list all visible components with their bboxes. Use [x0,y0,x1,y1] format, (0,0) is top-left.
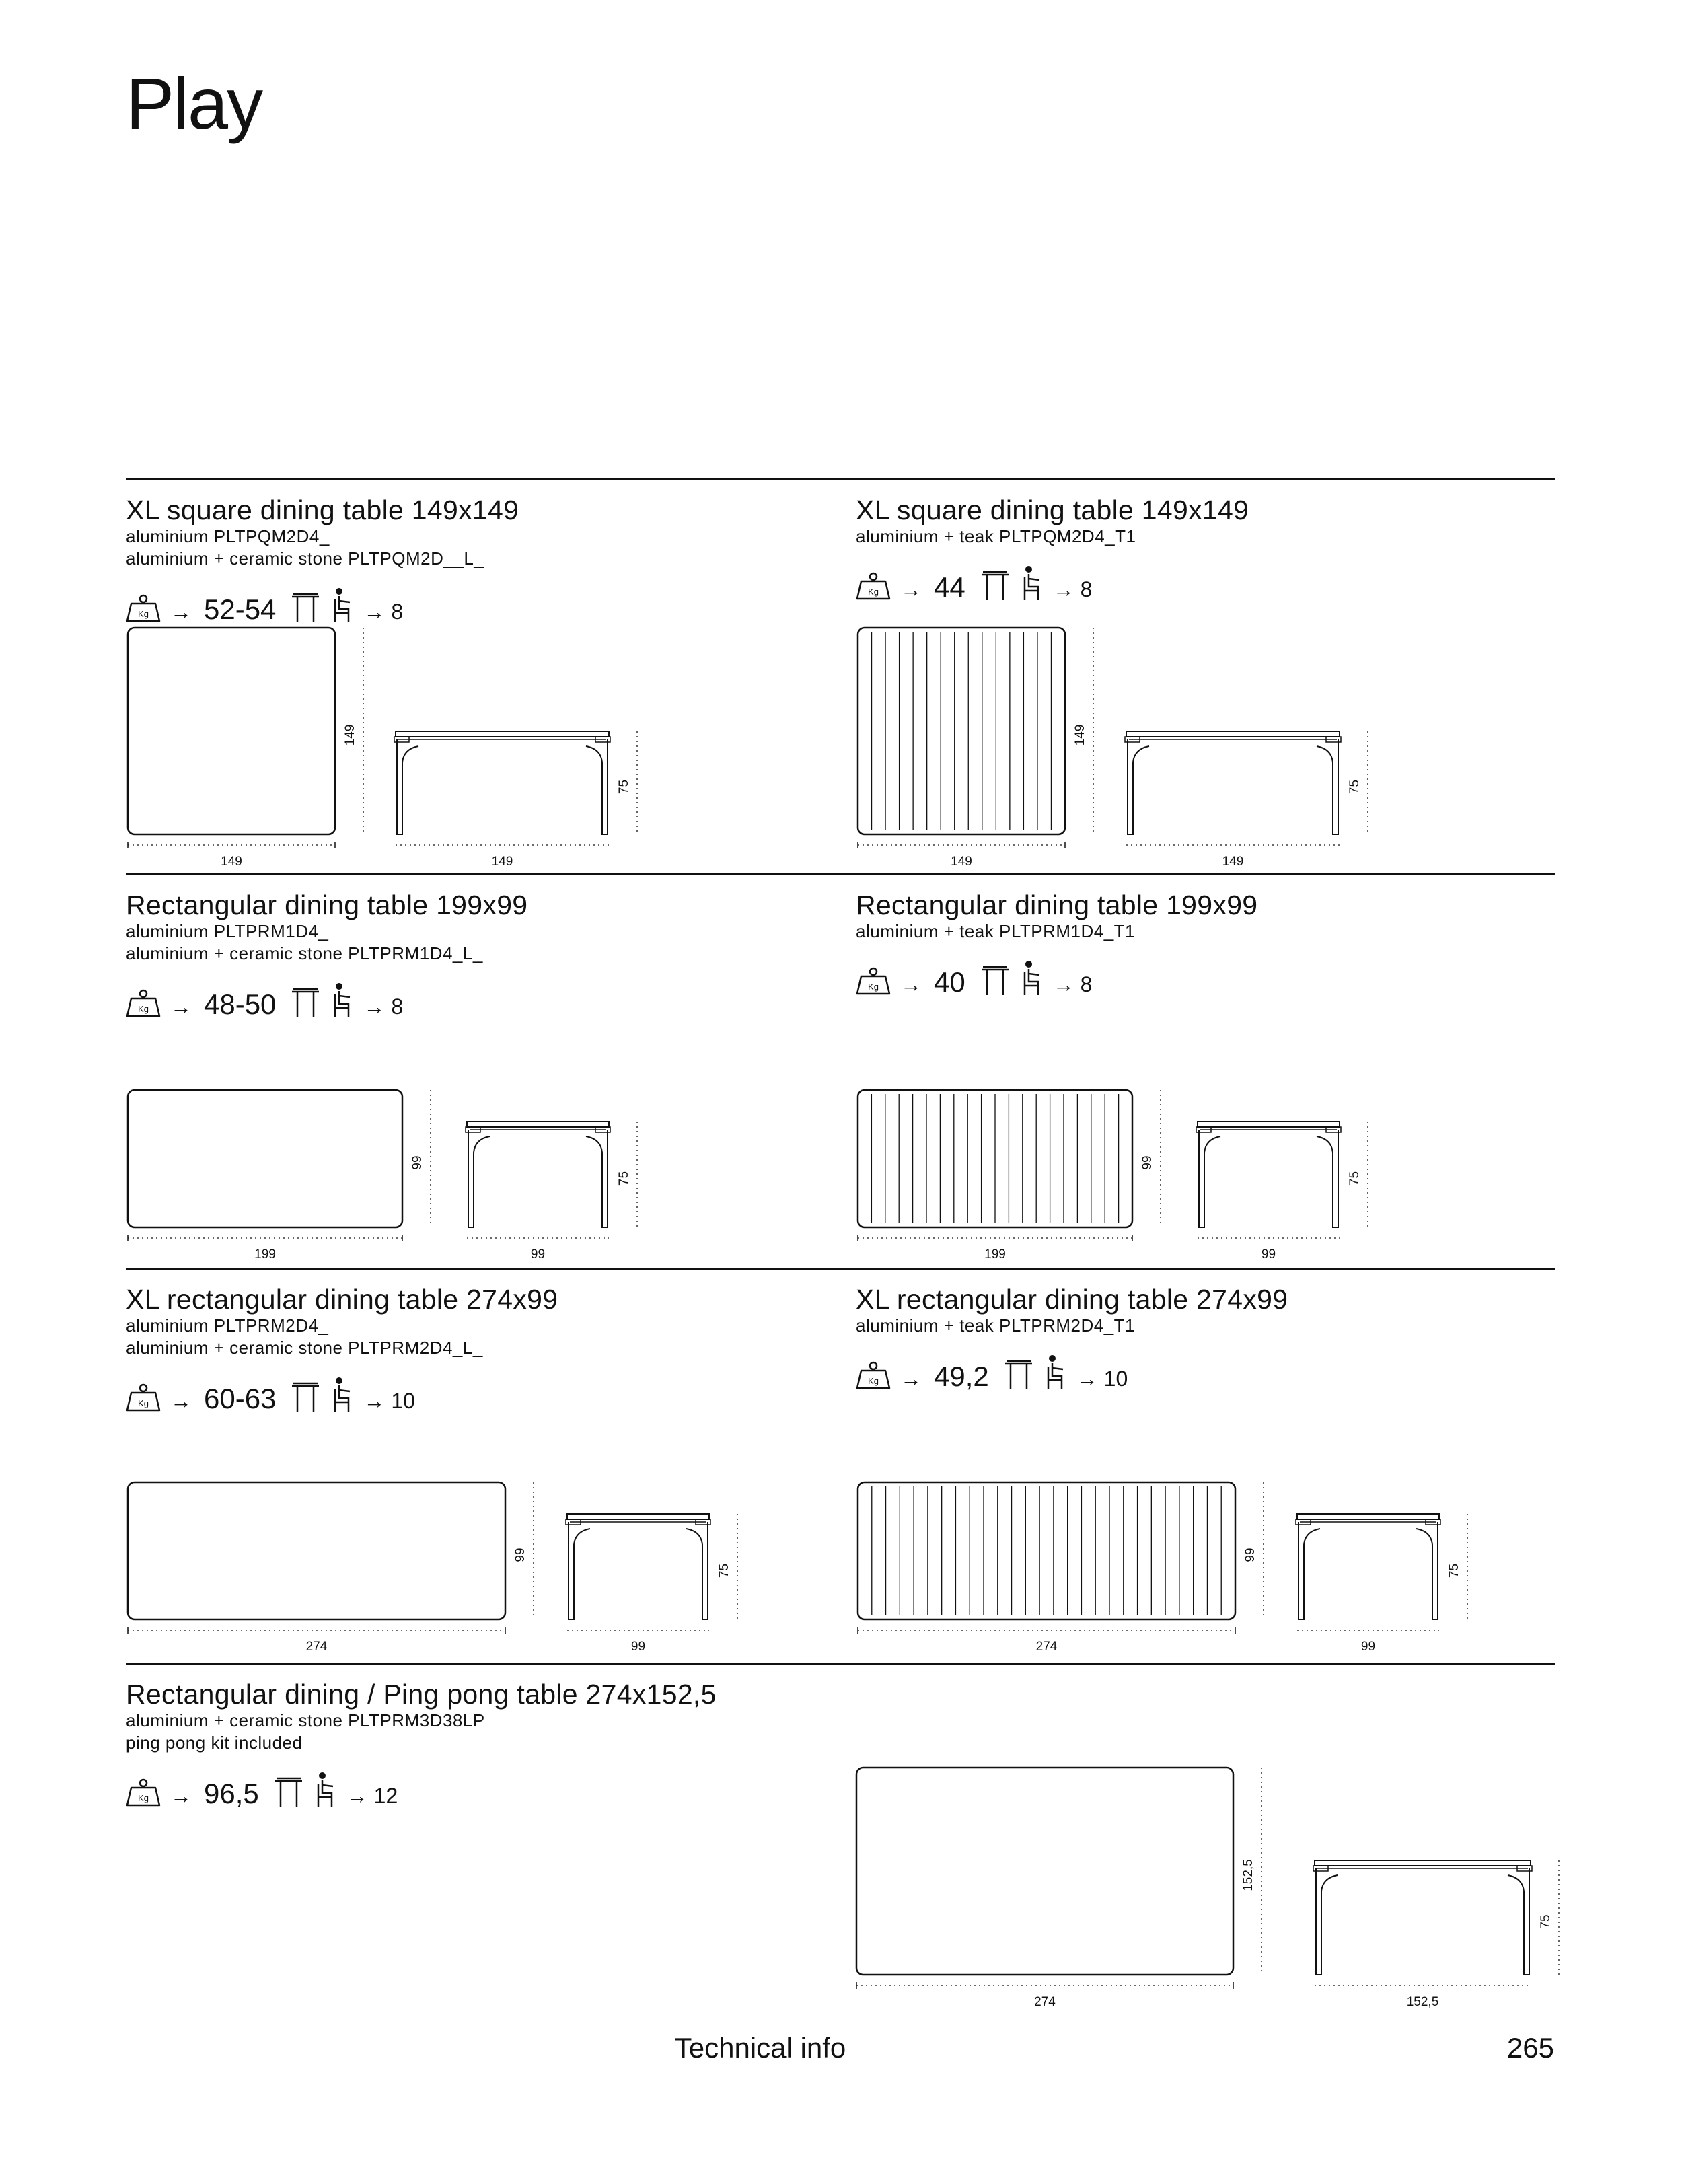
product-title: XL rectangular dining table 274x99 [126,1284,558,1315]
dimension-label-width: 274 [1034,1995,1056,2009]
product-code-line: aluminium + ceramic stone PLTPRM3D38LP [126,1710,485,1731]
weight-value: 96,5 [204,1778,259,1809]
dimension-label-side-width: 99 [1261,1247,1276,1262]
dimension-label-height: 75 [1539,1914,1553,1929]
weight-value: 44 [934,571,965,603]
product-code-line: aluminium PLTPRM2D4_ [126,1315,329,1336]
dimension-label-width: 149 [221,854,242,869]
arrow: → [170,1784,192,1808]
arrow: → [170,599,192,624]
product-code-line: aluminium + teak PLTPRM2D4_T1 [856,1315,1136,1336]
svg-text:Kg: Kg [138,1004,149,1014]
table-leg [1508,1868,1529,1975]
dimension-label-depth: 99 [1243,1548,1257,1562]
product-code-line: aluminium + ceramic stone PLTPRM2D4_L_ [126,1338,483,1358]
table-leg [1316,1868,1338,1975]
arrow: → [170,994,192,1019]
dimension-label-width: 274 [305,1640,328,1654]
page-title: Play [126,63,262,144]
weight-value: 52-54 [204,593,277,625]
arrow: → [900,972,922,996]
arrow: → [900,577,922,602]
dimension-label-depth: 152,5 [1241,1859,1255,1891]
dimension-label-side-width: 149 [1222,854,1244,869]
product-title: XL square dining table 149x149 [856,495,1249,525]
footer-label: Technical info [674,2032,846,2064]
svg-text:Kg: Kg [138,609,149,619]
weight-value: 40 [934,966,965,998]
svg-text:Kg: Kg [138,1398,149,1408]
dimension-label-side-width: 99 [1360,1640,1376,1654]
dimension-label-depth: 99 [513,1548,527,1562]
product-code-line: aluminium + ceramic stone PLTPQM2D__L_ [126,548,484,569]
product-code-line: aluminium + teak PLTPQM2D4_T1 [856,526,1136,546]
table-top-view [856,1768,1233,1975]
svg-text:Kg: Kg [868,587,879,597]
weight-value: 49,2 [934,1360,989,1392]
dimension-label-height: 75 [1447,1563,1461,1578]
dimension-label-height: 75 [717,1563,731,1578]
product-code-line: aluminium PLTPRM1D4_ [126,921,329,941]
dimension-label-width: 199 [984,1247,1006,1262]
dimension-label-width: 274 [1035,1640,1058,1654]
seats-value: → 12 [346,1784,398,1808]
weight-value: 48-50 [204,988,277,1020]
product-title: XL rectangular dining table 274x99 [856,1284,1288,1315]
seats-value: → 8 [363,599,404,624]
dimension-label-depth: 149 [343,724,357,746]
product-code-line: ping pong kit included [126,1733,303,1753]
product-title: XL square dining table 149x149 [126,495,519,525]
page-number: 265 [1506,2032,1554,2064]
seats-value: → 10 [363,1389,415,1413]
dimension-label-side-width: 149 [491,854,513,869]
seats-value: → 10 [1076,1367,1128,1391]
dimension-label-side-width: 152,5 [1406,1995,1439,2009]
dimension-label-depth: 99 [1140,1155,1155,1170]
dimension-label-side-width: 99 [630,1640,646,1654]
seats-value: → 8 [1052,972,1093,996]
product-title: Rectangular dining table 199x99 [856,889,1258,920]
svg-text:Kg: Kg [138,1793,149,1803]
dimension-label-width: 149 [951,854,972,869]
product-title: Rectangular dining / Ping pong table 274x152,5 [126,1679,717,1710]
arrow: → [900,1367,922,1391]
dimension-label-depth: 149 [1073,724,1087,746]
arrow: → [170,1389,192,1413]
seats-value: → 8 [363,994,404,1019]
product-code-line: aluminium + ceramic stone PLTPRM1D4_L_ [126,943,483,963]
dimension-label-height: 75 [1348,779,1362,795]
product-code-line: aluminium PLTPQM2D4_ [126,526,330,546]
svg-text:Kg: Kg [868,982,879,992]
dimension-label-depth: 99 [410,1155,425,1170]
svg-text:Kg: Kg [868,1376,879,1386]
dimension-label-height: 75 [617,1171,631,1186]
product-code-line: aluminium + teak PLTPRM1D4_T1 [856,921,1136,941]
dimension-label-height: 75 [1348,1171,1362,1186]
weight-value: 60-63 [204,1383,277,1414]
product-title: Rectangular dining table 199x99 [126,889,528,920]
table-side-view [1315,1860,1531,1866]
seats-value: → 8 [1052,577,1093,602]
dimension-label-width: 199 [254,1247,276,1262]
dimension-label-height: 75 [617,779,631,795]
dimension-label-side-width: 99 [530,1247,546,1262]
